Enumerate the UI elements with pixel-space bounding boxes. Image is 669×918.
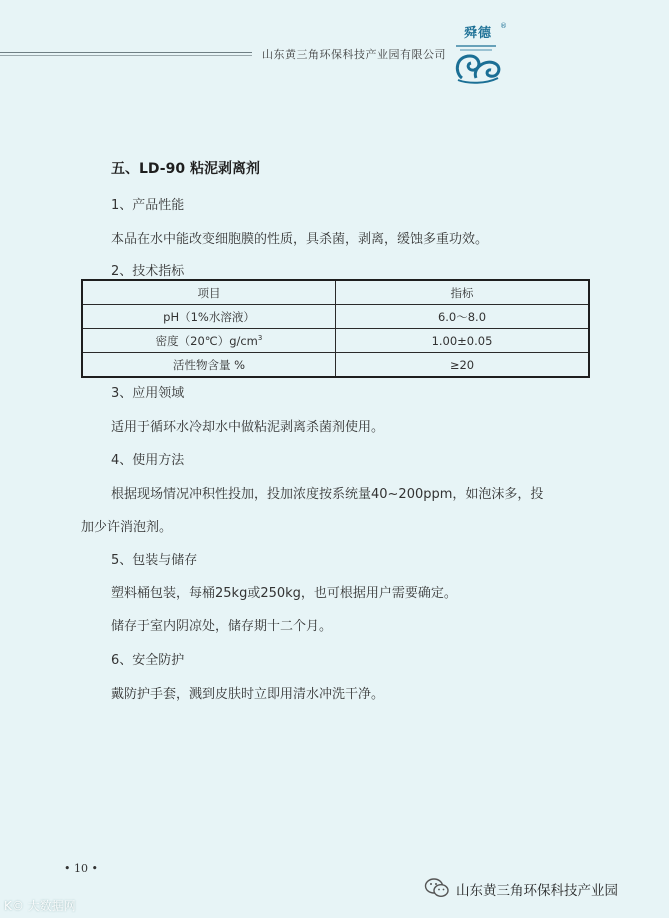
table-cell-value: ≥20 [336,353,590,378]
heading-usage: 4、使用方法 [111,453,185,468]
spec-table [81,279,590,378]
table-cell-item: pH（1%水溶液） [82,305,336,329]
text-usage-line-1: 根据现场情况冲积性投加，投加浓度按系统量40~200ppm，如泡沫多，投 [111,487,544,502]
table-cell-value: 1.00±0.05 [336,329,590,353]
heading-performance: 1、产品性能 [111,198,185,213]
table-cell-value: 6.0～8.0 [336,305,590,329]
table-row [82,305,589,329]
heading-safety: 6、安全防护 [111,653,185,668]
text-safety: 戴防护手套，溅到皮肤时立即用清水冲洗干净。 [111,687,385,702]
text-performance: 本品在水中能改变细胞膜的性质，具杀菌，剥离，缓蚀多重功效。 [111,232,489,247]
company-logo [452,22,508,84]
watermark-source: K© 大数据网 [4,899,76,913]
section-title: 五、LD-90 粘泥剥离剂 [111,161,260,177]
table-cell-item [82,329,336,353]
text-packaging-line-1: 塑料桶包装，每桶25kg或250kg，也可根据用户需要确定。 [111,586,457,601]
wechat-account-name: 山东黄三角环保科技产业园 [456,883,618,899]
text-packaging-line-2: 储存于室内阴凉处，储存期十二个月。 [111,619,333,634]
wave-logo-icon [452,38,504,84]
table-row [82,353,589,378]
density-superscript: 3 [257,333,263,342]
heading-application: 3、应用领域 [111,386,185,401]
table-row [82,329,589,353]
table-cell-item: 活性物含量 % [82,353,336,378]
heading-packaging: 5、包装与储存 [111,553,198,568]
page-number: • 10 • [64,862,98,875]
text-usage-line-2: 加少许消泡剂。 [81,520,173,535]
registered-mark: ® [500,22,507,30]
table-header-value: 指标 [336,280,590,305]
text-application: 适用于循环水冷却水中做粘泥剥离杀菌剂使用。 [111,420,385,435]
header-company-name: 山东黄三角环保科技产业园有限公司 [262,48,446,61]
density-label: 密度（20℃）g/cm [155,333,258,348]
header-rule-secondary [0,55,252,56]
table-header-row [82,280,589,305]
heading-spec: 2、技术指标 [111,264,185,279]
table-header-item: 项目 [82,280,336,305]
logo-text: 舜德 [463,26,492,41]
header-rule [0,52,252,53]
wechat-icon [424,877,450,899]
